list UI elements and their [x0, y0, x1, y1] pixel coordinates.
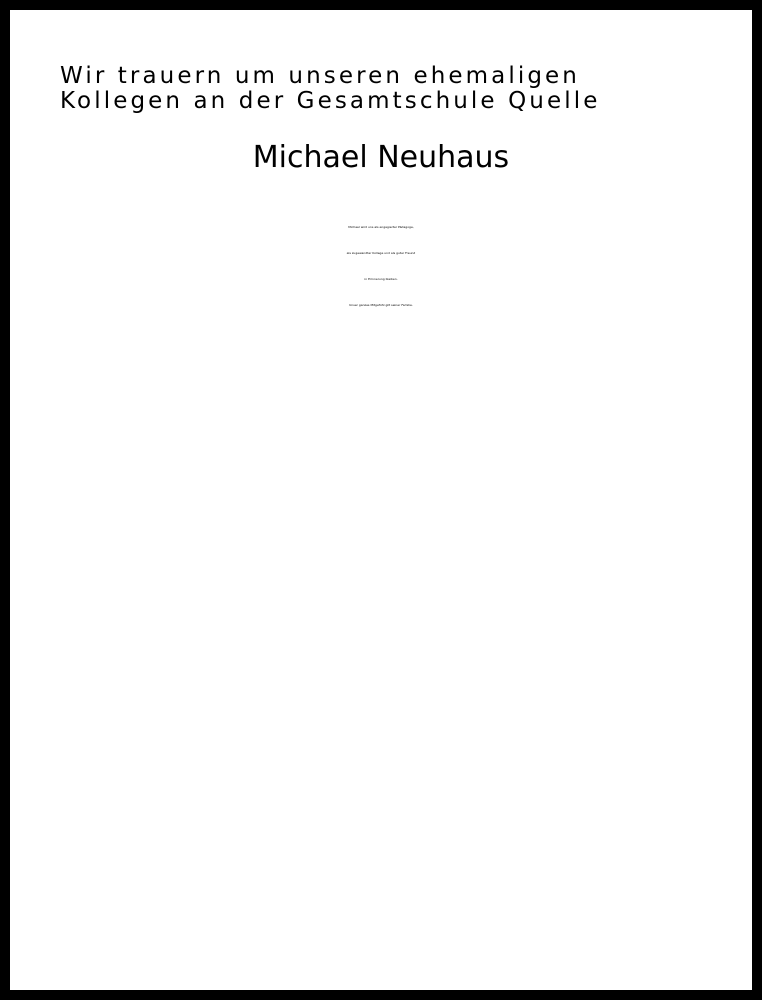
- signatory-line: [10, 580, 752, 608]
- signatory-line: [10, 944, 752, 972]
- signatory-line: [10, 692, 752, 720]
- deceased-name: Michael Neuhaus: [252, 140, 510, 175]
- signatory-line: [10, 412, 752, 440]
- signatory-line: [10, 496, 752, 524]
- intro-line-2: Kollegen an der Gesamtschule Quelle: [60, 88, 601, 114]
- signatory-line: [10, 384, 752, 412]
- signatories-list: [10, 384, 752, 972]
- message-line-4: Unser ganzes Mitgefühl gilt seiner Familie.: [349, 303, 413, 307]
- signatory-line: [10, 608, 752, 636]
- signatory-line: [10, 720, 752, 748]
- signatory-line: [10, 468, 752, 496]
- memorial-message: [10, 214, 752, 318]
- message-line-1: Michael wird uns als engagierter Pädagoge,: [348, 225, 414, 229]
- signatory-line: [10, 636, 752, 664]
- message-line-2: als zugewandter Kollege und als guter Freund: [346, 251, 416, 255]
- signatory-line: [10, 860, 752, 888]
- signatory-line: [10, 776, 752, 804]
- signatory-line: [10, 888, 752, 916]
- intro-line-1: Wir trauern um unseren ehemaligen: [60, 63, 580, 89]
- signatory-line: [10, 804, 752, 832]
- signatory-line: [10, 440, 752, 468]
- signatory-line: [10, 916, 752, 944]
- signatory-line: [10, 664, 752, 692]
- signatory-line: [10, 748, 752, 776]
- message-line-3: in Erinnerung bleiben.: [364, 277, 398, 281]
- signatory-line: [10, 832, 752, 860]
- signatory-line: [10, 552, 752, 580]
- signatory-line: [10, 524, 752, 552]
- intro-text: [60, 64, 720, 114]
